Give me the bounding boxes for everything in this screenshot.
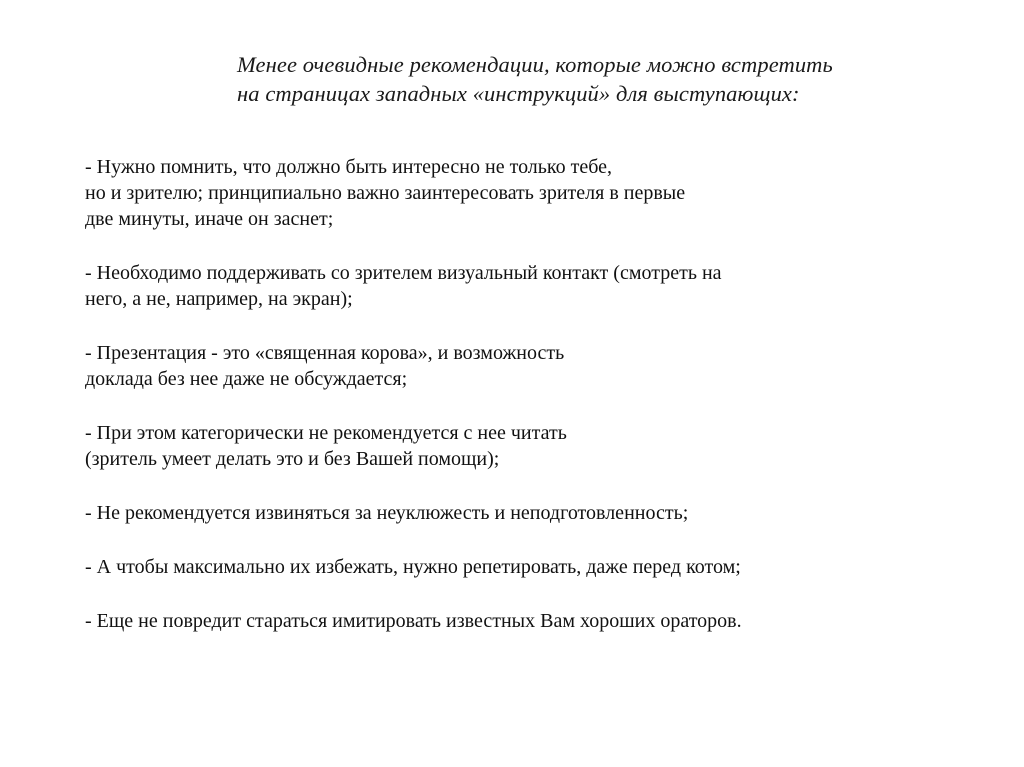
paragraph-line: - А чтобы максимально их избежать, нужно репетировать, даже перед котом; bbox=[85, 556, 741, 578]
recommendation-paragraph bbox=[85, 608, 985, 634]
slide-title bbox=[237, 50, 957, 108]
paragraph-line: - Еще не повредит стараться имитировать известных Вам хороших ораторов. bbox=[85, 610, 742, 632]
title-line: на страницах западных «инструкций» для выступающих: bbox=[237, 81, 800, 106]
recommendation-paragraph bbox=[85, 500, 985, 526]
recommendation-paragraph bbox=[85, 554, 985, 580]
recommendation-paragraph bbox=[85, 154, 985, 232]
paragraph-line: доклада без нее даже не обсуждается; bbox=[85, 368, 408, 390]
title-line: Менее очевидные рекомендации, которые можно встретить bbox=[237, 52, 833, 77]
paragraph-line: - При этом категорически не рекомендуется с нее читать bbox=[85, 422, 567, 444]
recommendation-paragraph bbox=[85, 260, 985, 312]
paragraph-line: - Презентация - это «священная корова», и возможность bbox=[85, 342, 565, 364]
paragraph-line: две минуты, иначе он заснет; bbox=[85, 208, 334, 230]
recommendation-paragraph bbox=[85, 420, 985, 472]
recommendation-paragraph bbox=[85, 340, 985, 392]
paragraph-line: но и зрителю; принципиально важно заинтересовать зрителя в первые bbox=[85, 182, 686, 204]
paragraph-line: - Необходимо поддерживать со зрителем визуальный контакт (смотреть на bbox=[85, 262, 722, 284]
paragraph-line: - Нужно помнить, что должно быть интересно не только тебе, bbox=[85, 156, 613, 178]
paragraph-line: (зритель умеет делать это и без Вашей помощи); bbox=[85, 448, 500, 470]
slide-body bbox=[85, 154, 985, 662]
paragraph-line: - Не рекомендуется извиняться за неуклюжесть и неподготовленность; bbox=[85, 502, 689, 524]
paragraph-line: него, а не, например, на экран); bbox=[85, 288, 353, 310]
